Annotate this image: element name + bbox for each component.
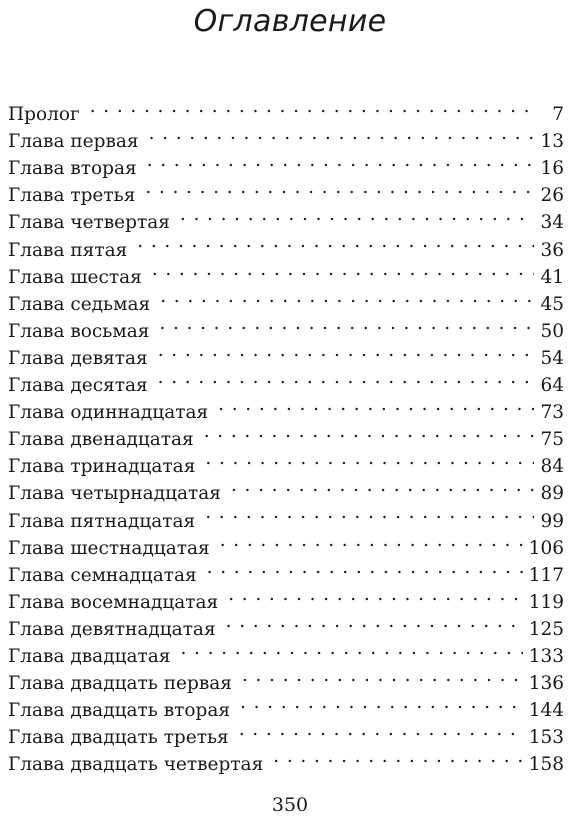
toc-entry-label: Глава пятнадцатая: [8, 510, 196, 532]
toc-entry-label: Глава седьмая: [8, 293, 151, 315]
dot-leader: [207, 554, 523, 581]
toc-entry-page: 13: [540, 131, 564, 153]
dot-leader: [159, 310, 534, 337]
toc-entry-label: Глава пятая: [8, 239, 128, 261]
dot-leader: [160, 283, 534, 310]
toc-entry-page: 16: [540, 158, 564, 180]
toc-entry-page: 64: [540, 375, 564, 397]
dot-leader: [228, 581, 522, 608]
toc-entry-label: Глава десятая: [8, 375, 148, 397]
dot-leader: [149, 120, 535, 147]
toc-entry-label: Глава двадцать четвертая: [8, 754, 264, 776]
toc-entry-label: Глава девятая: [8, 347, 148, 369]
toc-entry[interactable]: [8, 93, 564, 126]
toc-entry-page: 117: [528, 564, 564, 586]
toc-entry-label: Глава двадцать первая: [8, 673, 232, 695]
page-title: Оглавление: [193, 4, 387, 39]
dot-leader: [205, 499, 534, 526]
toc-entry-page: 45: [540, 293, 564, 315]
toc-entry[interactable]: [8, 120, 564, 153]
page-number: 350: [271, 794, 309, 816]
dot-leader: [226, 608, 523, 635]
toc-entry-label: Глава шестнадцатая: [8, 537, 210, 559]
toc-entry-page: 125: [528, 618, 564, 640]
dot-leader: [218, 391, 534, 418]
dot-leader: [147, 147, 535, 174]
toc-entry-page: 106: [528, 537, 564, 559]
toc-entry-label: Глава третья: [8, 185, 136, 207]
toc-entry-label: Глава семнадцатая: [8, 564, 197, 586]
toc-entry-label: Глава восемнадцатая: [8, 591, 219, 613]
dot-leader: [239, 716, 523, 743]
toc-entry-page: 153: [528, 727, 564, 749]
dot-leader: [205, 445, 534, 472]
toc-entry-label: Глава двадцатая: [8, 645, 171, 667]
toc-entry-page: 41: [540, 266, 564, 288]
toc-entry-page: 136: [528, 673, 564, 695]
dot-leader: [158, 364, 535, 391]
dot-leader: [204, 418, 535, 445]
toc-entry-label: Глава тринадцатая: [8, 456, 196, 478]
dot-leader: [145, 174, 534, 201]
toc-entry-page: 158: [528, 754, 564, 776]
toc-entry-label: Глава девятнадцатая: [8, 618, 216, 640]
toc-entry-label: Глава первая: [8, 131, 139, 153]
dot-leader: [90, 93, 536, 120]
dot-leader: [152, 256, 535, 283]
toc-entry-page: 99: [540, 510, 564, 532]
toc-entry-label: Глава четвертая: [8, 212, 170, 234]
toc-entry-label: Глава двадцать третья: [8, 727, 229, 749]
dot-leader: [240, 689, 523, 716]
toc-entry-page: 26: [540, 185, 564, 207]
toc-entry-page: 119: [528, 591, 564, 613]
toc-entry-page: 54: [540, 347, 564, 369]
toc-entry-label: Глава восьмая: [8, 320, 150, 342]
toc-entry-label: Глава двенадцатая: [8, 429, 194, 451]
dot-leader: [273, 743, 522, 770]
dot-leader: [137, 228, 534, 255]
dot-leader: [242, 662, 523, 689]
toc-entry-label: Глава вторая: [8, 158, 137, 180]
toc-entry-page: 34: [540, 212, 564, 234]
toc-entry-page: 7: [552, 104, 564, 126]
toc-entry-page: 50: [540, 320, 564, 342]
toc-entry-page: 144: [528, 700, 564, 722]
toc-entry-page: 75: [540, 429, 564, 451]
toc-entry-page: 36: [540, 239, 564, 261]
toc-entry-label: Глава четырнадцатая: [8, 483, 221, 505]
toc-entry-page: 84: [540, 456, 564, 478]
toc-entry-page: 133: [528, 645, 564, 667]
toc-entry-page: 73: [540, 402, 564, 424]
toc-entry-label: Глава одиннадцатая: [8, 402, 209, 424]
toc-entry-page: 89: [540, 483, 564, 505]
dot-leader: [158, 337, 535, 364]
dot-leader: [220, 527, 523, 554]
table-of-contents: [8, 93, 564, 776]
toc-entry-label: Глава двадцать вторая: [8, 700, 231, 722]
toc-entry-label: Пролог: [8, 104, 80, 126]
dot-leader: [180, 635, 522, 662]
dot-leader: [180, 201, 535, 228]
dot-leader: [231, 472, 535, 499]
toc-entry-label: Глава шестая: [8, 266, 142, 288]
